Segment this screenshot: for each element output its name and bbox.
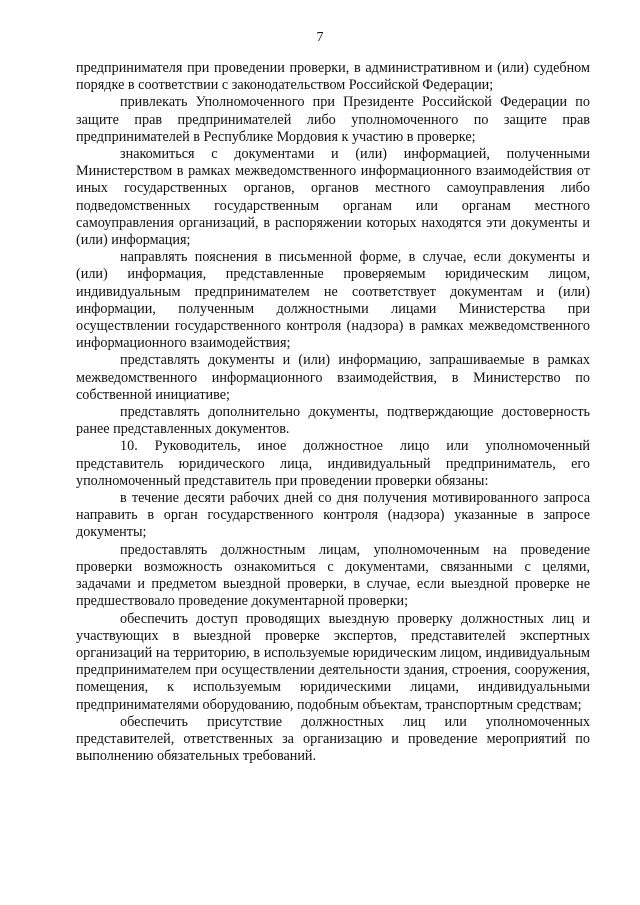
paragraph: привлекать Уполномоченного при Президенте Российской Федерации по защите прав предпринимателей либо уполномоченного по защите прав предпринимателей в Республике Мордовия к участию в проверке; xyxy=(76,94,590,145)
page-number: 7 xyxy=(316,30,324,45)
paragraph: в течение десяти рабочих дней со дня получения мотивированного запроса направить в орган государственного контроля (надзора) указанные в запросе документы; xyxy=(76,490,590,541)
paragraph: знакомиться с документами и (или) информацией, полученными Министерством в рамках межведомственного информационного взаимодействия от иных государственных органов, органов местного самоуправления либо подведомственных государственным органам или органам местного самоуправления организаций, в распоряжении которых находятся эти документы и (или) информация; xyxy=(76,146,590,249)
paragraph: предоставлять должностным лицам, уполномоченным на проведение проверки возможность ознакомиться с документами, связанными с целями, задачами и предметом выездной проверки, в случае, если выездной проверке не предшествовало проведение документарной проверки; xyxy=(76,541,590,610)
paragraph: направлять пояснения в письменной форме, в случае, если документы и (или) информация, представленные проверяемым юридическим лицом, индивидуальным предпринимателем не соответствует документам и (или) информации, полученным должностными лицами Министерства при осуществлении государственного контроля (надзора) в рамках межведомственного информационного взаимодействия; xyxy=(76,249,590,352)
document-body xyxy=(76,60,590,765)
paragraph: обеспечить доступ проводящих выездную проверку должностных лиц и участвующих в выездной проверке экспертов, представителей экспертных организаций на территорию, в используемые юридическим лицом, индивидуальным предпринимателем при осуществлении деятельности здания, строения, сооружения, помещения, к используемым юридическими лицами, индивидуальными предпринимателями оборудованию, подобным объектам, транспортным средствам; xyxy=(76,610,590,713)
paragraph: 10. Руководитель, иное должностное лицо или уполномоченный представитель юридического лица, индивидуальный предприниматель, его уполномоченный представитель при проведении проверки обязаны: xyxy=(76,438,590,489)
paragraph: предпринимателя при проведении проверки, в административном и (или) судебном порядке в соответствии с законодательством Российской Федерации; xyxy=(76,60,590,94)
paragraph: представлять дополнительно документы, подтверждающие достоверность ранее представленных документов. xyxy=(76,404,590,438)
paragraph: обеспечить присутствие должностных лиц или уполномоченных представителей, ответственных за организацию и проведение мероприятий по выполнению обязательных требований. xyxy=(76,713,590,765)
paragraph: представлять документы и (или) информацию, запрашиваемые в рамках межведомственного информационного взаимодействия, в Министерство по собственной инициативе; xyxy=(76,352,590,403)
